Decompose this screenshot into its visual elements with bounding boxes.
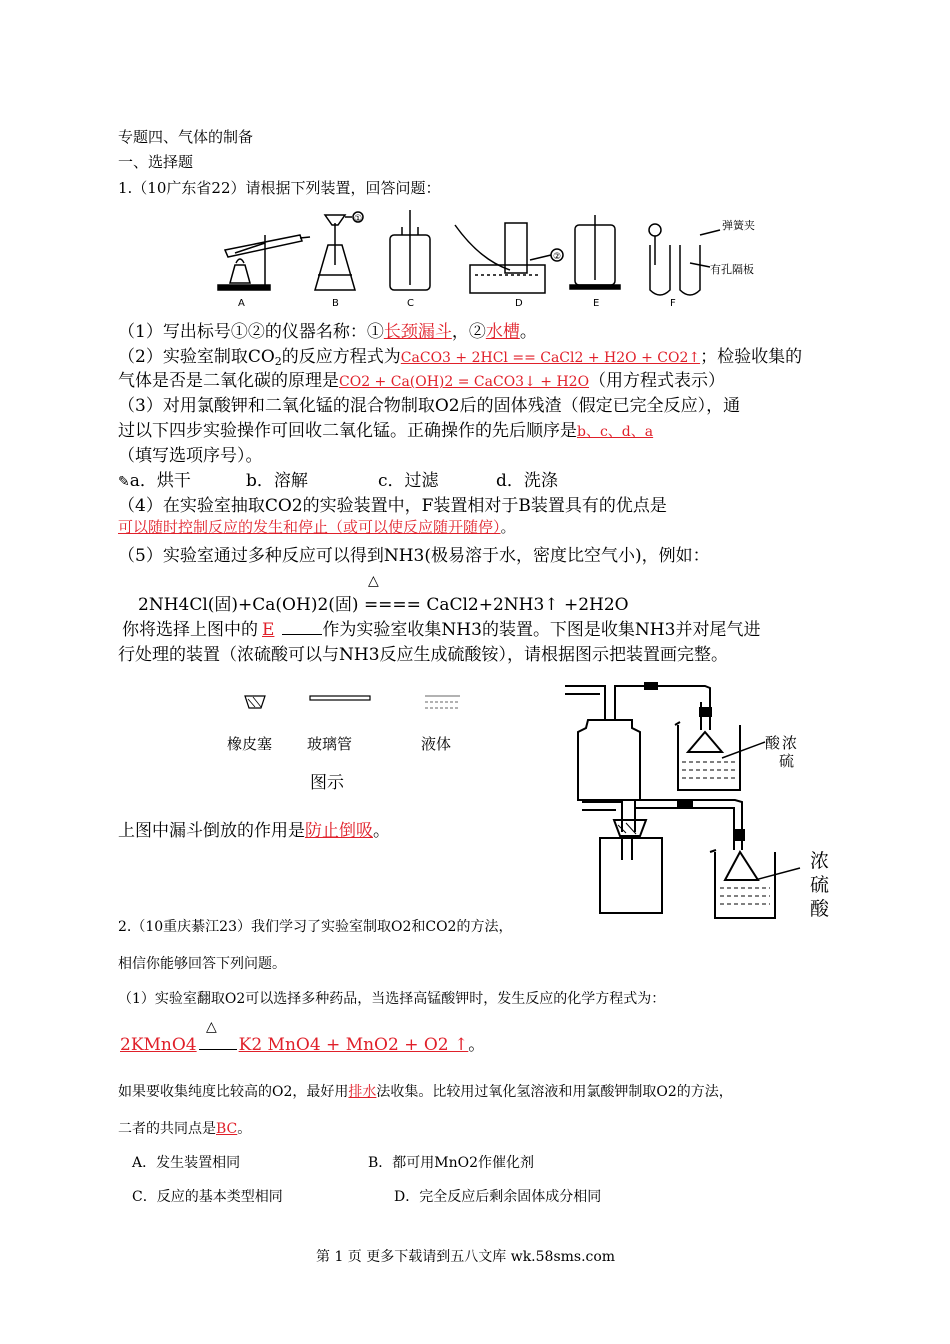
fig-clip-label: 弹簧夹 — [722, 219, 755, 232]
answer-blank — [282, 634, 322, 635]
q1-opt-c: c．过滤 — [378, 471, 439, 491]
q2-stem1: 2.（10重庆綦江23）我们学习了实验室制取O2和CO2的方法， — [118, 919, 513, 935]
q1-p2b-text: 气体是否是二氧化碳的原理是 — [118, 371, 339, 391]
q1-part5-line3: 行处理的装置（浓硫酸可以与NH3反应生成硫酸铵），请根据图示把装置画完整。 — [118, 645, 729, 665]
q1-p5-text: 你将选择上图中的 — [122, 620, 258, 640]
q1-p4-answer: 可以随时控制反应的发生和停止（或可以使反应随开随停） — [118, 518, 501, 536]
q2-eq-left: 2KMnO4 — [120, 1035, 197, 1055]
q1-opt-b: b．溶解 — [246, 471, 308, 491]
q2-p3-answer: BC — [216, 1121, 238, 1137]
fig-label-e: E — [593, 298, 600, 309]
acid-label-top-a: 酸 — [765, 734, 781, 752]
q1-p2b-end: （用方程式表示） — [589, 371, 726, 391]
q2-opt-b: B．都可用MnO2作催化剂 — [368, 1155, 535, 1171]
q2-p2-answer: 排水 — [348, 1084, 377, 1100]
fig-label-d: D — [515, 298, 523, 309]
q2-eq-end: 。 — [468, 1035, 486, 1055]
legend-caption: 图示 — [310, 773, 344, 793]
q1-part4-line2 — [118, 516, 516, 537]
acid-label-bottom-b: 硫 — [810, 874, 830, 896]
q1-part5-line2 — [122, 615, 760, 640]
legend-tube: 玻璃管 — [307, 735, 353, 753]
legend-figure — [220, 690, 480, 720]
funnel-text: 上图中漏斗倒放的作用是 — [118, 821, 305, 841]
q1-p5-answer: E — [262, 620, 275, 640]
fig-label-c: C — [407, 298, 414, 309]
apparatus-figure — [210, 205, 770, 310]
q1-p2-end: ；检验收集的 — [700, 347, 803, 367]
q2-p3-end: 。 — [237, 1121, 252, 1137]
q2-part1: （1）实验室翻取O2可以选择多种药品，当选择高锰酸钾时，发生反应的化学方程式为： — [118, 991, 666, 1007]
q1-part1 — [118, 317, 537, 342]
q1-p2b-answer: CO2 + Ca(OH)2 = CaCO3↓ + H2O — [339, 374, 590, 390]
q1-p2-text: （2）实验室制取CO — [118, 347, 275, 367]
q1-part3-line1: （3）对用氯酸钾和二氧化锰的混合物制取O2后的固体残渣（假定已完全反应），通 — [118, 396, 741, 416]
fig-plate-label: 有孔隔板 — [710, 263, 754, 276]
doc-title: 专题四、气体的制备 — [118, 128, 254, 146]
q1-part5-line1: （5）实验室通过多种反应可以得到NH3(极易溶于水，密度比空气小)，例如： — [118, 546, 710, 566]
fig-mark-2: ② — [553, 252, 562, 262]
funnel-answer: 防止倒吸 — [305, 821, 373, 841]
q2-p2-end: 法收集。比较用过氧化氢溶液和用氯酸钾制取O2的方法， — [376, 1084, 733, 1100]
q1-part2b — [118, 366, 725, 391]
q1-p1-answer2: 水槽 — [485, 322, 520, 342]
acid-label-bottom-c: 酸 — [810, 898, 830, 920]
pen-icon: ✎ — [118, 474, 130, 490]
q2-stem2: 相信你能够回答下列问题。 — [118, 956, 286, 972]
q2-part2 — [118, 1081, 733, 1101]
q2-opt-d: D．完全反应后剩余固体成分相同 — [394, 1189, 602, 1205]
q2-eq-triangle: △ — [206, 1019, 217, 1035]
acid-label-top-c: 硫 — [779, 752, 795, 770]
funnel-question — [118, 816, 390, 841]
q1-p5-line2-end: 作为实验室收集NH3的装置。下图是收集NH3并对尾气进 — [322, 620, 761, 640]
fig-label-f: F — [670, 298, 676, 309]
acid-label-top-b: 浓 — [782, 734, 798, 752]
q1-p1-end: 。 — [519, 322, 537, 342]
fig-label-a: A — [238, 298, 245, 309]
fig-label-b: B — [332, 298, 339, 309]
q1-p1-mid: ，② — [451, 322, 486, 342]
liquid-shape — [425, 696, 460, 708]
nh3-apparatus-figure — [560, 680, 850, 925]
q2-p2-text: 如果要收集纯度比较高的O2，最好用 — [118, 1084, 349, 1100]
q1-stem: 1.（10广东省22）请根据下列装置，回答问题： — [118, 179, 441, 197]
q2-opt-a: A．发生装置相同 — [132, 1155, 241, 1171]
q1-part3-line3: （填写选项序号）。 — [118, 446, 263, 466]
q1-p1-text: （1）写出标号①②的仪器名称：① — [118, 322, 384, 342]
q1-p5-triangle: △ — [368, 573, 379, 589]
eq-arrow-line — [199, 1049, 237, 1050]
page-footer: 第 1 页 更多下载请到五八文库 wk.58sms.com — [316, 1249, 616, 1265]
acid-label-bottom-a: 浓 — [810, 850, 830, 872]
q1-part3-options — [118, 466, 558, 491]
q1-p3-answer: b、c、d、a — [577, 424, 654, 440]
q1-part3-line2 — [118, 416, 653, 441]
section-heading: 一、选择题 — [118, 153, 194, 171]
q1-p2-sub: 2 — [274, 355, 282, 368]
tube-shape — [310, 696, 370, 700]
q1-p3-text: 过以下四步实验操作可回收二氧化锰。正确操作的先后顺序是 — [118, 421, 577, 441]
q2-p3-text: 二者的共同点是 — [118, 1121, 216, 1137]
q1-p2-answer: CaCO3 + 2HCl == CaCl2 + H2O + CO2↑ — [400, 350, 701, 366]
q1-part2 — [118, 342, 802, 368]
q1-opt-a: a．烘干 — [129, 471, 191, 491]
stopper-shape — [245, 696, 265, 708]
legend-liquid: 液体 — [421, 735, 452, 753]
q2-opt-c: C．反应的基本类型相同 — [132, 1189, 283, 1205]
fig-mark-1: ① — [354, 214, 363, 224]
q2-eq-right: K2 MnO4 + MnO2 + O2 ↑ — [238, 1035, 469, 1055]
q1-p2-mid: 的反应方程式为 — [281, 347, 401, 367]
q1-part4-line1: （4）在实验室抽取CO2的实验装置中，F装置相对于B装置具有的优点是 — [118, 496, 667, 516]
q1-p4-end: 。 — [500, 518, 516, 536]
q2-equation — [120, 1030, 485, 1055]
q1-p1-answer1: 长颈漏斗 — [383, 322, 452, 342]
legend-stopper: 橡皮塞 — [227, 735, 273, 753]
q2-part3 — [118, 1118, 251, 1138]
q1-p5-equation: 2NH4Cl(固)+Ca(OH)2(固) ==== CaCl2+2NH3↑ +2H2O — [138, 595, 629, 615]
funnel-end: 。 — [373, 821, 390, 841]
q1-opt-d: d．洗涤 — [496, 471, 558, 491]
